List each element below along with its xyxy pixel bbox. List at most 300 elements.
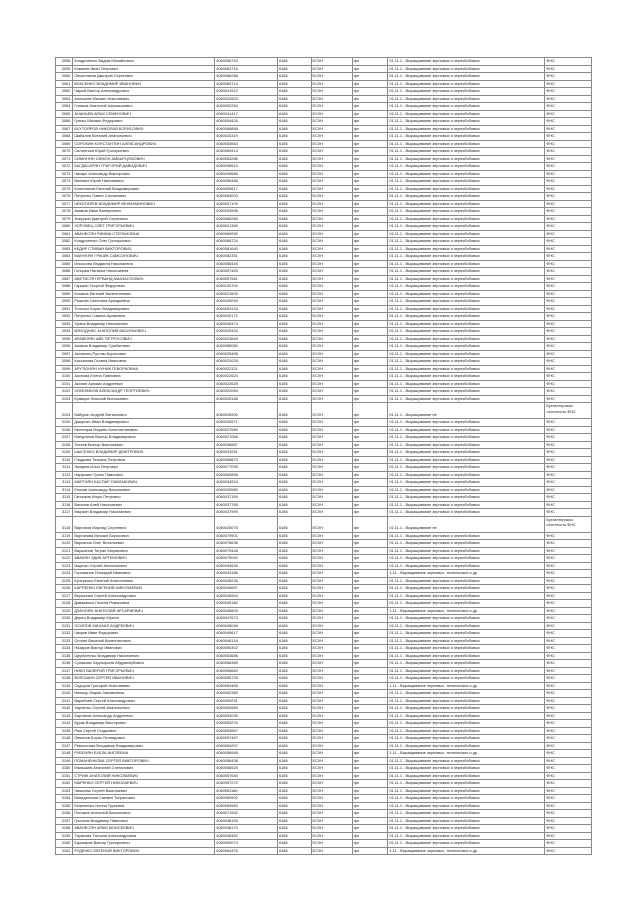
row-inn: 4060037765 [215, 501, 278, 509]
row-inn: 4060027680 [215, 426, 278, 434]
row-category: фл [352, 585, 388, 593]
table-row [56, 486, 592, 494]
row-number: 3105 [56, 419, 73, 427]
row-rate: 6186 [277, 403, 311, 419]
row-rate: 6186 [277, 690, 311, 698]
row-name: Едомарев Виктор Григорьевич [73, 840, 215, 848]
row-number: 3138 [56, 675, 73, 683]
row-activity: 1.11 - Выращивание зерновых, технических и др [388, 682, 545, 690]
table-row [56, 532, 592, 540]
row-activity: 01.11.1 - Выращивание зерновых и зернобобовых [388, 705, 545, 713]
row-tax-regime: ЕСХН [311, 238, 352, 246]
row-inn: 4060054465 [215, 682, 278, 690]
row-tax-regime: ЕСХН [311, 163, 352, 171]
row-category: фл [352, 380, 388, 388]
row-category: фл [352, 847, 388, 855]
row-rate: 6186 [277, 200, 311, 208]
row-activity: 01.11.1 - Выращивание зерновых и зернобобовых [388, 110, 545, 118]
row-rate: 6186 [277, 840, 311, 848]
row-category: фл [352, 501, 388, 509]
table-row [56, 388, 592, 396]
row-category: фл [352, 667, 388, 675]
row-category: фл [352, 230, 388, 238]
table-row [56, 705, 592, 713]
row-tax-regime: ЕСХН [311, 532, 352, 540]
row-inn: 4060037159 [215, 494, 278, 502]
row-category: фл [352, 555, 388, 563]
row-name: Колесников Евгений Владимирович [73, 185, 215, 193]
table-row [56, 592, 592, 600]
row-rate: 6186 [277, 283, 311, 291]
table-row [56, 125, 592, 133]
row-inn: 4060046046 [215, 622, 278, 630]
row-name: Матурянов Виктор Владимирович [73, 434, 215, 442]
row-activity: 01.11.1 - Выращивание зерновых и зернобобовых [388, 765, 545, 773]
row-activity: 01.11.1 - Выращивание не [388, 403, 545, 419]
row-number: 3063 [56, 95, 73, 103]
row-rate: 6186 [277, 810, 311, 818]
row-tax-regime: ЕСХН [311, 720, 352, 728]
row-number: 3152 [56, 780, 73, 788]
row-activity: 01.11.1 - Выращивание зерновых и зернобобовых [388, 675, 545, 683]
row-activity: 01.11.1 - Выращивание зерновых и зернобобовых [388, 103, 545, 111]
table-row [56, 434, 592, 442]
table-row [56, 464, 592, 472]
row-authority: ФНС [545, 335, 592, 343]
row-tax-regime: ЕСХН [311, 562, 352, 570]
row-authority: ФНС [545, 373, 592, 381]
row-rate: 6186 [277, 395, 311, 403]
table-row [56, 305, 592, 313]
table-row [56, 735, 592, 743]
row-tax-regime: ЕСХН [311, 817, 352, 825]
row-category: фл [352, 313, 388, 321]
row-tax-regime: ЕСХН [311, 471, 352, 479]
row-inn: 4060022624 [215, 373, 278, 381]
row-number: 3140 [56, 690, 73, 698]
table-row [56, 290, 592, 298]
table-row [56, 80, 592, 88]
row-inn: 4060045226 [215, 577, 278, 585]
row-category: фл [352, 95, 388, 103]
row-name: Митенцов Марини Константинович [73, 426, 215, 434]
row-tax-regime: ЕСХН [311, 765, 352, 773]
row-number: 3080 [56, 223, 73, 231]
table-row [56, 380, 592, 388]
row-category: фл [352, 547, 388, 555]
row-inn: 4060071532 [215, 810, 278, 818]
row-authority: ФНС [545, 479, 592, 487]
row-authority: ФНС [545, 193, 592, 201]
table-row [56, 223, 592, 231]
row-category: фл [352, 540, 388, 548]
row-activity: 01.11.1 - Выращивание зерновых и зернобобовых [388, 328, 545, 336]
row-category: фл [352, 532, 388, 540]
row-rate: 6186 [277, 727, 311, 735]
row-inn: 4060057467 [215, 735, 278, 743]
row-inn: 4060053667 [215, 727, 278, 735]
row-category: фл [352, 290, 388, 298]
row-activity: 01.11.1 - Выращивание зерновых и зернобобовых [388, 283, 545, 291]
row-authority: ФНС [545, 388, 592, 396]
row-activity: 01.11.1 - Выращивание зерновых и зернобобовых [388, 471, 545, 479]
row-activity: 1.11 - Выращивание зерновых, технических и др [388, 847, 545, 855]
row-tax-regime: ЕСХН [311, 253, 352, 261]
table-row [56, 456, 592, 464]
row-tax-regime: ЕСХН [311, 690, 352, 698]
row-category: фл [352, 720, 388, 728]
row-rate: 6186 [277, 787, 311, 795]
row-inn: 4060057272 [215, 780, 278, 788]
row-tax-regime: ЕСХН [311, 403, 352, 419]
row-tax-regime: ЕСХН [311, 148, 352, 156]
row-name: Варсанов Олег Витальевич [73, 540, 215, 548]
row-category: фл [352, 118, 388, 126]
row-rate: 6186 [277, 238, 311, 246]
row-number: 3118 [56, 516, 73, 532]
row-name: Акимов Владимир Сумбатович [73, 343, 215, 351]
table-row [56, 283, 592, 291]
row-tax-regime: ЕСХН [311, 65, 352, 73]
row-rate: 6186 [277, 667, 311, 675]
row-category: фл [352, 697, 388, 705]
row-tax-regime: ЕСХН [311, 275, 352, 283]
row-name: РУДЕНКО ЕВГЕНИЙ ВИКТОРОВИЧ [73, 847, 215, 855]
row-number: 3081 [56, 230, 73, 238]
row-activity: 01.11.1 - Выращивание зерновых и зернобобовых [388, 185, 545, 193]
row-number: 3157 [56, 817, 73, 825]
row-name: МАРТАЯН КАСПАР ПАВЛАКОВИЧ [73, 479, 215, 487]
row-rate: 6186 [277, 298, 311, 306]
table-row [56, 660, 592, 668]
row-activity: 01.11.1 - Выращивание зерновых и зернобобовых [388, 298, 545, 306]
row-tax-regime: ЕСХН [311, 600, 352, 608]
row-activity: 01.11.1 - Выращивание зерновых и зернобобовых [388, 80, 545, 88]
row-tax-regime: ЕСХН [311, 170, 352, 178]
row-tax-regime: ЕСХН [311, 660, 352, 668]
row-authority: ФНС [545, 434, 592, 442]
row-name: Еноков Александр Васильевич [73, 486, 215, 494]
row-activity: 01.11.1 - Выращивание зерновых и зернобобовых [388, 757, 545, 765]
row-name: Рыжова Светлана Аркадьевна [73, 298, 215, 306]
row-inn: 4060055725 [215, 675, 278, 683]
row-category: фл [352, 283, 388, 291]
table-row [56, 275, 592, 283]
row-rate: 6186 [277, 328, 311, 336]
row-authority: ФНС [545, 607, 592, 615]
row-number: 3086 [56, 268, 73, 276]
row-name: Магидинская Самвел Тигранович [73, 795, 215, 803]
row-rate: 6186 [277, 103, 311, 111]
row-inn: 4060056743 [215, 58, 278, 66]
row-authority: ФНС [545, 223, 592, 231]
row-authority: ФНС [545, 283, 592, 291]
row-name: Овчинов Борис Леонидович [73, 735, 215, 743]
row-category: фл [352, 600, 388, 608]
row-authority: ФНС [545, 245, 592, 253]
row-number: 3072 [56, 163, 73, 171]
row-name: ВОЛОШИН СЕРГЕЙ ИВАНОВИЧ [73, 675, 215, 683]
row-tax-regime: ЕСХН [311, 825, 352, 833]
row-name: Нарушкин Гриль Павлович [73, 471, 215, 479]
row-rate: 6186 [277, 577, 311, 585]
row-activity: 01.11.1 - Выращивание зерновых и зернобобовых [388, 148, 545, 156]
table-row [56, 73, 592, 81]
row-category: фл [352, 727, 388, 735]
row-tax-regime: ЕСХН [311, 133, 352, 141]
row-authority: ФНС [545, 253, 592, 261]
row-name: БАГДАСАРЯН ГРИГОРИЙ ДАВИДОВИЧ [73, 163, 215, 171]
row-category: фл [352, 358, 388, 366]
row-name: Варганова Михаил Борисович [73, 532, 215, 540]
table-row [56, 840, 592, 848]
row-number: 3074 [56, 178, 73, 186]
row-authority: ФНС [545, 148, 592, 156]
row-number: 3068 [56, 133, 73, 141]
table-row [56, 645, 592, 653]
row-activity: 01.11.1 - Выращивание зерновых и зернобобовых [388, 562, 545, 570]
row-activity: 01.11.1 - Выращивание зерновых и зернобобовых [388, 441, 545, 449]
row-authority: ФНС [545, 637, 592, 645]
row-authority: ФНС [545, 825, 592, 833]
row-rate: 6186 [277, 223, 311, 231]
row-activity: 01.11.1 - Выращивание зерновых и зернобобовых [388, 667, 545, 675]
row-number: 3095 [56, 335, 73, 343]
row-tax-regime: ЕСХН [311, 343, 352, 351]
row-number: 3126 [56, 585, 73, 593]
row-category: фл [352, 825, 388, 833]
row-tax-regime: ЕСХН [311, 645, 352, 653]
row-tax-regime: ЕСХН [311, 585, 352, 593]
row-activity: 01.11.1 - Выращивание зерновых и зернобобовых [388, 320, 545, 328]
row-category: фл [352, 471, 388, 479]
row-number: 3159 [56, 832, 73, 840]
row-category: фл [352, 133, 388, 141]
row-category: фл [352, 328, 388, 336]
row-number: 3108 [56, 441, 73, 449]
row-inn: 4060059617 [215, 185, 278, 193]
row-activity: 01.11.1 - Выращивание зерновых и зернобобовых [388, 395, 545, 403]
row-tax-regime: ЕСХН [311, 757, 352, 765]
row-number: 3136 [56, 660, 73, 668]
row-tax-regime: ЕСХН [311, 395, 352, 403]
row-authority: ФНС [545, 570, 592, 578]
row-name: АВАНЕСЯН АРАМ МОИСЕЕВИЧ [73, 825, 215, 833]
row-category: фл [352, 434, 388, 442]
row-category: фл [352, 494, 388, 502]
row-rate: 6186 [277, 832, 311, 840]
row-number: 3064 [56, 103, 73, 111]
row-category: фл [352, 637, 388, 645]
row-inn: 4060046144 [215, 637, 278, 645]
row-inn: 4060043186 [215, 570, 278, 578]
row-inn: 4060093596 [215, 208, 278, 216]
row-activity: 01.11.1 - Выращивание зерновых и зернобобовых [388, 532, 545, 540]
row-tax-regime: ЕСХН [311, 380, 352, 388]
table-row [56, 562, 592, 570]
table-row [56, 577, 592, 585]
row-tax-regime: ЕСХН [311, 847, 352, 855]
row-inn: 4060054426 [215, 118, 278, 126]
row-name: Тарасова Татьяна Александровна [73, 832, 215, 840]
row-category: фл [352, 802, 388, 810]
row-activity: 01.11.1 - Выращивание зерновых и зернобобовых [388, 268, 545, 276]
row-authority: ФНС [545, 780, 592, 788]
row-activity: 01.11.1 - Выращивание зерновых и зернобобовых [388, 275, 545, 283]
table-row [56, 441, 592, 449]
row-name: Сидоров Григорий Николаевич [73, 682, 215, 690]
row-category: фл [352, 449, 388, 457]
row-inn: 4060053035 [215, 712, 278, 720]
row-number: 3141 [56, 697, 73, 705]
row-name: Немоць Мария Зиновьевна [73, 690, 215, 698]
row-category: фл [352, 426, 388, 434]
row-inn: 4060082351 [215, 253, 278, 261]
table-row [56, 358, 592, 366]
row-tax-regime: ЕСХН [311, 125, 352, 133]
row-inn: 4060041417 [215, 110, 278, 118]
row-inn: 4060056438 [215, 757, 278, 765]
row-rate: 6186 [277, 449, 311, 457]
row-inn: 4060053663 [215, 140, 278, 148]
row-number: 3107 [56, 434, 73, 442]
row-number: 3084 [56, 253, 73, 261]
table-row [56, 58, 592, 66]
row-category: фл [352, 110, 388, 118]
row-inn: 4060053686 [215, 652, 278, 660]
row-rate: 6186 [277, 215, 311, 223]
table-row [56, 170, 592, 178]
row-name: Поляков Анатолий Васильевич [73, 810, 215, 818]
row-name: Акопян Армаис Андреевич [73, 380, 215, 388]
row-category: фл [352, 163, 388, 171]
row-inn: 4060056660 [215, 667, 278, 675]
row-inn: 4060058870 [215, 456, 278, 464]
row-authority: ФНС [545, 313, 592, 321]
row-number: 3088 [56, 283, 73, 291]
row-inn: 4060025456 [215, 350, 278, 358]
table-row [56, 787, 592, 795]
row-number: 3085 [56, 260, 73, 268]
row-rate: 6186 [277, 585, 311, 593]
row-number: 3114 [56, 486, 73, 494]
row-rate: 6186 [277, 365, 311, 373]
row-activity: 01.11.1 - Выращивание зерновых и зернобобовых [388, 727, 545, 735]
row-rate: 6186 [277, 637, 311, 645]
table-row [56, 630, 592, 638]
table-row [56, 501, 592, 509]
row-category: фл [352, 562, 388, 570]
row-category: фл [352, 712, 388, 720]
row-tax-regime: ЕСХН [311, 434, 352, 442]
row-number: 3146 [56, 735, 73, 743]
row-authority: ФНС [545, 215, 592, 223]
row-name: ВЛИОДНИС АНАТОЛИЙ ВАСИЛЬЕВИЧ [73, 328, 215, 336]
table-row [56, 245, 592, 253]
row-authority: ФНС [545, 110, 592, 118]
row-activity: 01.11.1 - Выращивание зерновых и зернобобовых [388, 660, 545, 668]
row-number: 3155 [56, 802, 73, 810]
row-category: фл [352, 757, 388, 765]
row-inn: 4060022628 [215, 380, 278, 388]
row-number: 3099 [56, 365, 73, 373]
row-category: фл [352, 253, 388, 261]
row-tax-regime: ЕСХН [311, 95, 352, 103]
row-authority: ФНС [545, 675, 592, 683]
row-tax-regime: ЕСХН [311, 73, 352, 81]
row-rate: 6186 [277, 509, 311, 517]
row-tax-regime: ЕСХН [311, 540, 352, 548]
row-rate: 6186 [277, 652, 311, 660]
row-activity: 01.11.1 - Выращивание зерновых и зернобобовых [388, 343, 545, 351]
row-authority: ФНС [545, 395, 592, 403]
row-authority: ФНС [545, 592, 592, 600]
row-authority: ФНС [545, 772, 592, 780]
row-activity: 1.11 - Выращивание зерновых, технических и др [388, 607, 545, 615]
row-inn: 4060056486 [215, 178, 278, 186]
row-number: 3082 [56, 238, 73, 246]
row-inn: 4060061166 [215, 787, 278, 795]
row-activity: 01.11.1 - Выращивание зерновых и зернобобовых [388, 802, 545, 810]
row-number: 3060 [56, 73, 73, 81]
row-tax-regime: ЕСХН [311, 615, 352, 623]
row-rate: 6186 [277, 170, 311, 178]
row-tax-regime: ЕСХН [311, 787, 352, 795]
row-rate: 6186 [277, 697, 311, 705]
row-activity: 01.11.1 - Выращивание зерновых и зернобобовых [388, 540, 545, 548]
row-activity: 01.11.1 - Выращивание зерновых и зернобобовых [388, 464, 545, 472]
row-rate: 6186 [277, 547, 311, 555]
row-inn: 4060064476 [215, 847, 278, 855]
table-row [56, 200, 592, 208]
row-rate: 6186 [277, 607, 311, 615]
row-tax-regime: ЕСХН [311, 464, 352, 472]
table-row [56, 585, 592, 593]
row-name: Кондратенко Вадим Михайлович [73, 58, 215, 66]
table-row [56, 350, 592, 358]
row-authority: ФНС [545, 320, 592, 328]
row-name: Кравцов Николай Витальевич [73, 395, 215, 403]
row-number: 3154 [56, 795, 73, 803]
row-activity: 01.11.1 - Выращивание зерновых и зернобобовых [388, 479, 545, 487]
table-row [56, 727, 592, 735]
row-number: 3135 [56, 652, 73, 660]
row-inn: 4060026078 [215, 516, 278, 532]
row-rate: 6186 [277, 140, 311, 148]
row-rate: 6186 [277, 750, 311, 758]
row-activity: 1.11 - Выращивание зерновых, технических и др [388, 750, 545, 758]
row-authority: ФНС [545, 208, 592, 216]
row-category: фл [352, 607, 388, 615]
row-inn: 4060068724 [215, 238, 278, 246]
row-name: Вершинин Сергей Александрович [73, 592, 215, 600]
row-tax-regime: ЕСХН [311, 441, 352, 449]
row-category: фл [352, 58, 388, 66]
table-row [56, 570, 592, 578]
row-number: 3128 [56, 600, 73, 608]
row-activity: 01.11.1 - Выращивание зерновых и зернобобовых [388, 720, 545, 728]
row-number: 3104 [56, 403, 73, 419]
row-rate: 6186 [277, 65, 311, 73]
row-number: 3137 [56, 667, 73, 675]
row-category: фл [352, 456, 388, 464]
row-activity: 01.11.1 - Выращивание зерновых и зернобобовых [388, 787, 545, 795]
row-tax-regime: ЕСХН [311, 320, 352, 328]
table-row [56, 795, 592, 803]
row-tax-regime: ЕСХН [311, 727, 352, 735]
row-activity: 01.11.1 - Выращивание зерновых и зернобобовых [388, 810, 545, 818]
row-tax-regime: ЕСХН [311, 780, 352, 788]
